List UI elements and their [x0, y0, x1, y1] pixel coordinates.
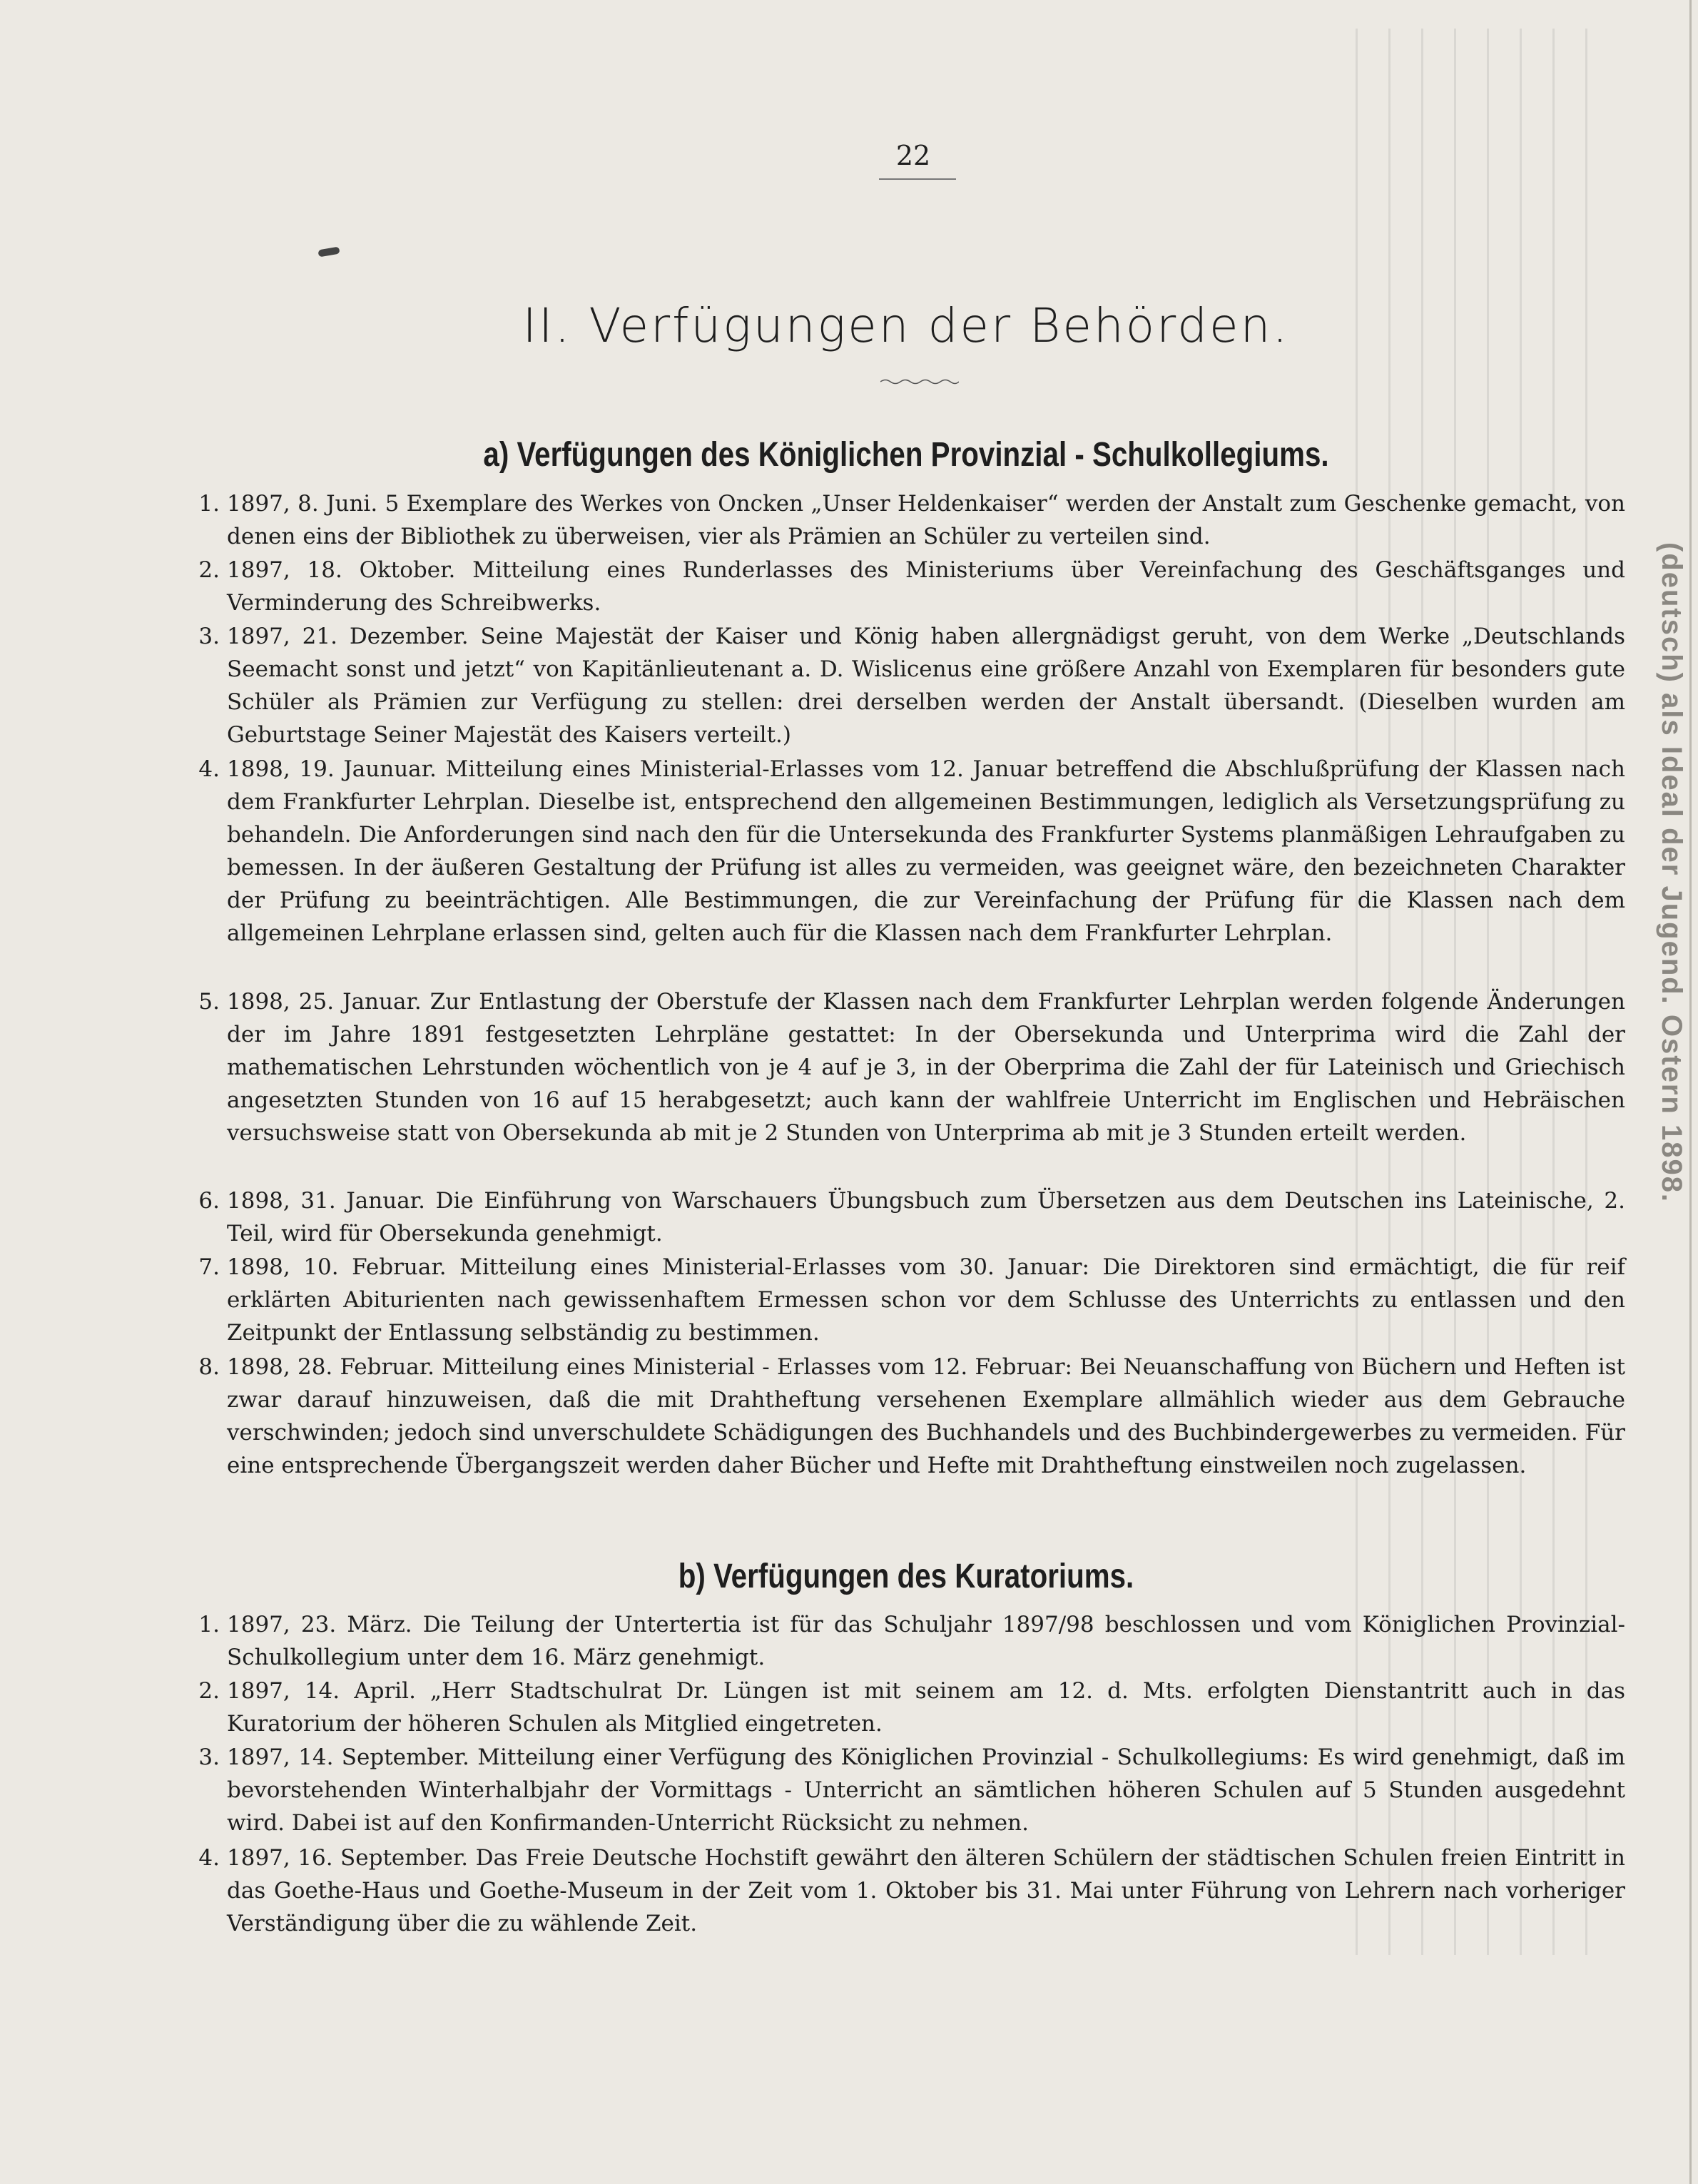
- entry-number: 2.: [198, 557, 220, 583]
- entry-number: 5.: [198, 989, 220, 1015]
- entry-text: 1898, 25. Januar. Zur Entlastung der Oberstufe der Klassen nach dem Frankfurter Lehrplan werden folgende Änderungen der im Jahre 1891 festgesetzten Lehrpläne gestattet: In der Obersekunda und Unterprima wird die Zahl der mathematischen Lehrstunden wöchentlich von je 4 auf je 3, in der Oberprima die Zahl der für Lateinisch und Griechisch angesetzten Stunden von 16 auf 15 herabgesetzt; auch kann der wahlfreie Unterricht im Englischen und Hebräischen versuchsweise statt von Obersekunda ab mit je 2 Stunden von Unterprima ab mit je 3 Stunden erteilt werden.: [227, 989, 1625, 1146]
- section-b-entry: [198, 1675, 1625, 1740]
- section-a-entry: [198, 753, 1625, 950]
- entry-text: 1898, 31. Januar. Die Einführung von Warschauers Übungsbuch zum Übersetzen aus dem Deutschen ins Lateinische, 2. Teil, wird für Obersekunda genehmigt.: [227, 1188, 1625, 1246]
- entry-text: 1897, 14. April. „Herr Stadtschulrat Dr. Lüngen ist mit seinem am 12. d. Mts. erfolgten Dienstantritt auch in das Kuratorium der höheren Schulen als Mitglied eingetreten.: [227, 1678, 1625, 1737]
- entry-text: 1898, 10. Februar. Mitteilung eines Ministerial-Erlasses vom 30. Januar: Die Direktoren sind ermächtigt, die für reif erklärten Abiturienten nach gewissenhaftem Ermessen schon vor dem Schlusse des Unterrichts zu entlassen und den Zeitpunkt der Entlassung selbständig zu bestimmen.: [227, 1254, 1625, 1346]
- page-number: 22: [895, 140, 931, 171]
- entry-number: 3.: [198, 624, 220, 649]
- entry-text: 1897, 21. Dezember. Seine Majestät der Kaiser und König haben allergnädigst geruht, von dem Werke „Deutschlands Seemacht sonst und jetzt“ von Kapitänlieutenant a. D. Wislicenus eine größere Anzahl von Exemplaren für besonders gute Schüler als Prämien zur Verfügung zu stellen: drei derselben werden der Anstalt übersandt. (Dieselben wurden am Geburtstage Seiner Majestät des Kaisers verteilt.): [227, 624, 1625, 748]
- title-ornament: [880, 378, 959, 385]
- section-a-entry: [198, 1184, 1625, 1250]
- entry-text: 1897, 8. Juni. 5 Exemplare des Werkes von Oncken „Unser Heldenkaiser“ werden der Anstalt zum Geschenke gemacht, von denen eins der Bibliothek zu überweisen, vier als Prämien an Schüler zu verteilen sind.: [227, 491, 1625, 549]
- page-title: II. Verfügungen der Behörden.: [522, 298, 1290, 353]
- section-a-entry: [198, 620, 1625, 751]
- page-number-rule: [879, 178, 956, 180]
- entry-number: 2.: [198, 1678, 220, 1704]
- entry-number: 4.: [198, 1845, 220, 1871]
- section-a-entry: [198, 985, 1625, 1149]
- entry-text: 1897, 16. September. Das Freie Deutsche Hochstift gewährt den älteren Schülern der städtischen Schulen freien Eintritt in das Goethe-Haus und Goethe-Museum in der Zeit vom 1. Oktober bis 31. Mai unter Führung von Lehrern nach vorheriger Verständigung über die zu wählende Zeit.: [227, 1845, 1625, 1936]
- entry-text: 1898, 28. Februar. Mitteilung eines Ministerial - Erlasses vom 12. Februar: Bei Neuanschaffung von Büchern und Heften ist zwar darauf hinzuweisen, daß die mit Drahtheftung versehenen Exemplare allmählich wieder aus dem Gebrauche verschwinden; jedoch sind unverschuldete Schädigungen des Buchhandels und des Buchbindergewerbes zu vermeiden. Für eine entsprechende Übergangszeit werden daher Bücher und Hefte mit Drahtheftung einstweilen noch zugelassen.: [227, 1354, 1625, 1478]
- entry-number: 1.: [198, 1612, 220, 1637]
- entry-number: 8.: [198, 1354, 220, 1380]
- entry-number: 1.: [198, 491, 220, 517]
- section-b-heading: b) Verfügungen des Kuratoriums.: [678, 1558, 1134, 1595]
- entry-text: 1898, 19. Jaunuar. Mitteilung eines Ministerial-Erlasses vom 12. Januar betreffend die Abschlußprüfung der Klassen nach dem Frankfurter Lehrplan. Dieselbe ist, entsprechend den allgemeinen Bestimmungen, lediglich als Versetzungsprüfung zu behandeln. Die Anforderungen sind nach den für die Untersekunda des Frankfurter Systems planmäßigen Lehraufgaben zu bemessen. In der äußeren Gestaltung der Prüfung ist alles zu vermeiden, was geeignet wäre, den bezeichneten Charakter der Prüfung zu beeinträchtigen. Alle Bestimmungen, die zur Vereinfachung der Prüfung für die Klassen nach dem allgemeinen Lehrplane erlassen sind, gelten auch für die Klassen nach dem Frankfurter Lehrplan.: [227, 756, 1625, 946]
- entry-text: 1897, 18. Oktober. Mitteilung eines Runderlasses des Ministeriums über Vereinfachung des Geschäftsganges und Verminderung des Schreibwerks.: [227, 557, 1625, 616]
- section-a-entry: [198, 1251, 1625, 1349]
- entry-text: 1897, 14. September. Mitteilung einer Verfügung des Königlichen Provinzial - Schulkollegiums: Es wird genehmigt, daß im bevorstehenden Winterhalbjahr der Vormittags - Unterricht an sämtlichen höheren Schulen auf 5 Stunden ausgedehnt wird. Dabei ist auf den Konfirmanden-Unterricht Rücksicht zu nehmen.: [227, 1744, 1625, 1836]
- edge-bleed-text: (deutsch) als Ideal der Jugend. Ostern 1898.: [1656, 542, 1687, 1204]
- entry-number: 7.: [198, 1254, 220, 1280]
- entry-number: 4.: [198, 756, 220, 782]
- section-a-entry: [198, 554, 1625, 619]
- section-b-entry: [198, 1608, 1625, 1674]
- ink-mark: [317, 246, 340, 257]
- section-a-entry: [198, 1351, 1625, 1482]
- section-a-heading: a) Verfügungen des Königlichen Provinzial - Schulkollegiums.: [483, 436, 1329, 474]
- entry-number: 6.: [198, 1188, 220, 1214]
- entry-text: 1897, 23. März. Die Teilung der Untertertia ist für das Schuljahr 1897/98 beschlossen und vom Königlichen Provinzial-Schulkollegium unter dem 16. März genehmigt.: [227, 1612, 1625, 1670]
- entry-number: 3.: [198, 1744, 220, 1770]
- section-b-entry: [198, 1741, 1625, 1839]
- section-a-entry: [198, 487, 1625, 553]
- section-b-entry: [198, 1842, 1625, 1940]
